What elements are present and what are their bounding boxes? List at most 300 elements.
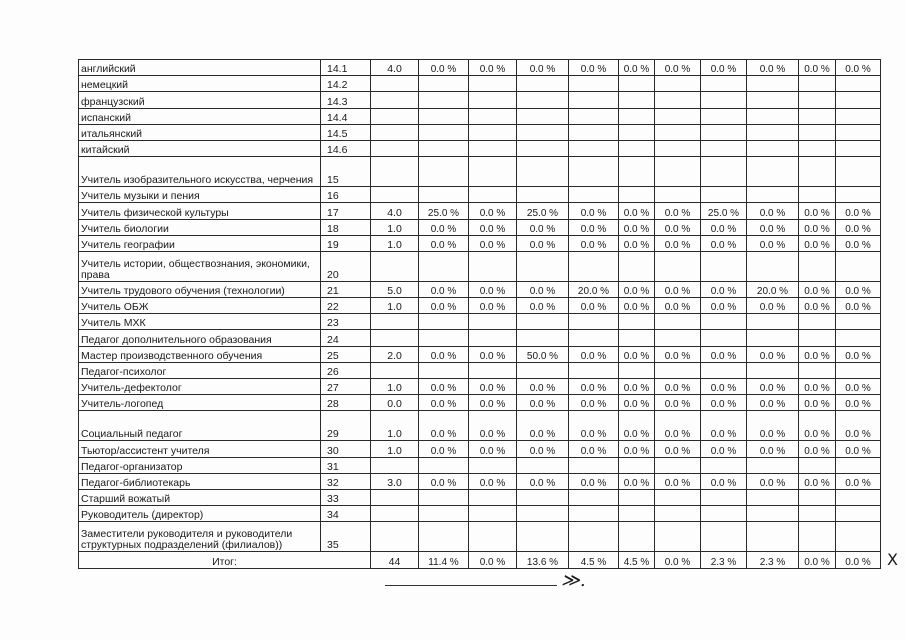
- table-row: [79, 411, 881, 441]
- row-percent-cell: 0.0 %: [836, 346, 881, 362]
- row-percent-cell: [419, 330, 469, 346]
- total-percent-cell: 0.0 %: [836, 552, 881, 569]
- row-position-name: Педагог дополнительного образования: [79, 330, 321, 346]
- row-percent-cell: 0.0 %: [655, 203, 701, 219]
- row-code: 14.5: [321, 124, 371, 140]
- row-percent-cell: 0.0 %: [655, 235, 701, 251]
- table-row: [79, 298, 881, 314]
- row-count: [371, 362, 419, 378]
- table-row: [79, 60, 881, 76]
- row-position-name: китайский: [79, 140, 321, 156]
- row-percent-cell: [836, 187, 881, 203]
- row-count: [371, 187, 419, 203]
- row-percent-cell: [619, 140, 655, 156]
- total-percent-cell: 0.0 %: [655, 552, 701, 569]
- table-row: [79, 76, 881, 92]
- row-percent-cell: [517, 522, 569, 552]
- row-percent-cell: 0.0 %: [469, 203, 517, 219]
- row-percent-cell: [701, 330, 747, 346]
- staffing-table: [78, 59, 881, 569]
- table-row: [79, 124, 881, 140]
- row-percent-cell: [569, 251, 619, 281]
- row-code: 34: [321, 506, 371, 522]
- row-percent-cell: 0.0 %: [701, 441, 747, 457]
- row-position-name: Заместители руководителя и руководители структурных подразделений (филиалов)): [79, 522, 321, 552]
- row-percent-cell: 0.0 %: [701, 473, 747, 489]
- total-percent-cell: 0.0 %: [469, 552, 517, 569]
- row-percent-cell: 0.0 %: [419, 281, 469, 297]
- row-count: 1.0: [371, 411, 419, 441]
- row-percent-cell: [569, 92, 619, 108]
- row-percent-cell: [419, 92, 469, 108]
- row-percent-cell: [836, 457, 881, 473]
- row-count: 1.0: [371, 235, 419, 251]
- row-percent-cell: [799, 489, 836, 505]
- table-row: [79, 140, 881, 156]
- row-percent-cell: [619, 251, 655, 281]
- table-row: [79, 187, 881, 203]
- row-percent-cell: [655, 157, 701, 187]
- row-percent-cell: [419, 140, 469, 156]
- row-count: [371, 251, 419, 281]
- row-percent-cell: [747, 251, 799, 281]
- row-percent-cell: [517, 108, 569, 124]
- row-percent-cell: [799, 314, 836, 330]
- row-percent-cell: [747, 457, 799, 473]
- row-percent-cell: 0.0 %: [655, 395, 701, 411]
- row-percent-cell: [619, 108, 655, 124]
- table-row: [79, 314, 881, 330]
- row-percent-cell: [517, 76, 569, 92]
- row-percent-cell: [799, 140, 836, 156]
- row-percent-cell: 0.0 %: [419, 60, 469, 76]
- row-count: [371, 92, 419, 108]
- row-percent-cell: [836, 76, 881, 92]
- table-row: [79, 506, 881, 522]
- row-percent-cell: 0.0 %: [469, 281, 517, 297]
- row-percent-cell: 25.0 %: [517, 203, 569, 219]
- row-code: 24: [321, 330, 371, 346]
- row-percent-cell: [569, 522, 619, 552]
- row-percent-cell: 0.0 %: [619, 395, 655, 411]
- row-percent-cell: [569, 140, 619, 156]
- row-count: [371, 140, 419, 156]
- row-count: [371, 330, 419, 346]
- table-row: [79, 346, 881, 362]
- row-percent-cell: 0.0 %: [836, 441, 881, 457]
- row-code: 26: [321, 362, 371, 378]
- row-percent-cell: [517, 489, 569, 505]
- row-percent-cell: [619, 124, 655, 140]
- row-percent-cell: 0.0 %: [569, 411, 619, 441]
- row-percent-cell: [619, 489, 655, 505]
- row-code: 19: [321, 235, 371, 251]
- row-code: 29: [321, 411, 371, 441]
- row-percent-cell: 0.0 %: [701, 379, 747, 395]
- row-percent-cell: [747, 187, 799, 203]
- row-code: 25: [321, 346, 371, 362]
- row-percent-cell: [655, 251, 701, 281]
- row-percent-cell: 0.0 %: [619, 219, 655, 235]
- total-percent-cell: 4.5 %: [619, 552, 655, 569]
- row-code: 22: [321, 298, 371, 314]
- row-percent-cell: [836, 489, 881, 505]
- row-percent-cell: [747, 124, 799, 140]
- row-position-name: Учитель биологии: [79, 219, 321, 235]
- row-percent-cell: 0.0 %: [799, 235, 836, 251]
- row-percent-cell: [655, 489, 701, 505]
- table-row: [79, 457, 881, 473]
- row-percent-cell: 0.0 %: [836, 395, 881, 411]
- row-percent-cell: 0.0 %: [747, 60, 799, 76]
- row-code: 18: [321, 219, 371, 235]
- row-percent-cell: [469, 314, 517, 330]
- row-percent-cell: [419, 251, 469, 281]
- row-percent-cell: [419, 124, 469, 140]
- row-count: [371, 108, 419, 124]
- row-percent-cell: 0.0 %: [419, 379, 469, 395]
- row-percent-cell: 0.0 %: [569, 235, 619, 251]
- row-percent-cell: 0.0 %: [655, 298, 701, 314]
- row-percent-cell: 0.0 %: [747, 235, 799, 251]
- row-percent-cell: 0.0 %: [419, 219, 469, 235]
- row-percent-cell: [655, 330, 701, 346]
- row-percent-cell: [517, 330, 569, 346]
- row-percent-cell: 0.0 %: [469, 235, 517, 251]
- total-row: [79, 552, 881, 569]
- row-percent-cell: 0.0 %: [619, 298, 655, 314]
- row-percent-cell: 0.0 %: [799, 281, 836, 297]
- row-percent-cell: 25.0 %: [701, 203, 747, 219]
- row-percent-cell: [655, 108, 701, 124]
- row-percent-cell: 0.0 %: [517, 235, 569, 251]
- row-percent-cell: 0.0 %: [469, 441, 517, 457]
- row-percent-cell: [799, 522, 836, 552]
- row-percent-cell: [619, 157, 655, 187]
- row-count: 1.0: [371, 379, 419, 395]
- row-percent-cell: 0.0 %: [569, 395, 619, 411]
- row-percent-cell: 0.0 %: [747, 473, 799, 489]
- row-percent-cell: [469, 124, 517, 140]
- row-percent-cell: [655, 506, 701, 522]
- row-percent-cell: 0.0 %: [517, 473, 569, 489]
- row-percent-cell: 0.0 %: [619, 411, 655, 441]
- row-percent-cell: 0.0 %: [655, 219, 701, 235]
- row-percent-cell: 0.0 %: [517, 219, 569, 235]
- row-count: [371, 489, 419, 505]
- row-percent-cell: [469, 140, 517, 156]
- row-percent-cell: [655, 187, 701, 203]
- row-position-name: Педагог-библиотекарь: [79, 473, 321, 489]
- row-percent-cell: 0.0 %: [836, 411, 881, 441]
- row-percent-cell: 0.0 %: [517, 379, 569, 395]
- row-percent-cell: 0.0 %: [419, 473, 469, 489]
- row-percent-cell: 0.0 %: [517, 395, 569, 411]
- row-percent-cell: 0.0 %: [469, 473, 517, 489]
- row-percent-cell: 0.0 %: [799, 473, 836, 489]
- row-percent-cell: 0.0 %: [469, 395, 517, 411]
- row-percent-cell: 0.0 %: [747, 203, 799, 219]
- row-percent-cell: [836, 140, 881, 156]
- row-code: 14.4: [321, 108, 371, 124]
- row-percent-cell: 0.0 %: [469, 298, 517, 314]
- row-percent-cell: 0.0 %: [569, 203, 619, 219]
- row-percent-cell: [517, 92, 569, 108]
- row-percent-cell: [655, 457, 701, 473]
- row-percent-cell: [469, 76, 517, 92]
- row-percent-cell: [655, 124, 701, 140]
- row-percent-cell: 0.0 %: [619, 441, 655, 457]
- row-percent-cell: [701, 157, 747, 187]
- row-percent-cell: [469, 92, 517, 108]
- row-percent-cell: [747, 330, 799, 346]
- row-count: [371, 314, 419, 330]
- row-percent-cell: [569, 76, 619, 92]
- row-percent-cell: 0.0 %: [701, 298, 747, 314]
- row-code: 16: [321, 187, 371, 203]
- row-code: 14.6: [321, 140, 371, 156]
- row-percent-cell: [799, 362, 836, 378]
- row-percent-cell: 0.0 %: [747, 219, 799, 235]
- row-percent-cell: 0.0 %: [569, 60, 619, 76]
- row-percent-cell: [419, 76, 469, 92]
- total-count: 44: [371, 552, 419, 569]
- row-percent-cell: 0.0 %: [569, 346, 619, 362]
- row-code: 27: [321, 379, 371, 395]
- row-percent-cell: 0.0 %: [569, 441, 619, 457]
- row-percent-cell: [701, 489, 747, 505]
- row-percent-cell: [836, 108, 881, 124]
- row-percent-cell: 0.0 %: [747, 379, 799, 395]
- row-percent-cell: [619, 76, 655, 92]
- row-position-name: Учитель МХК: [79, 314, 321, 330]
- row-percent-cell: 0.0 %: [419, 235, 469, 251]
- row-position-name: Тьютор/ассистент учителя: [79, 441, 321, 457]
- table-row: [79, 441, 881, 457]
- row-position-name: английский: [79, 60, 321, 76]
- row-percent-cell: [799, 457, 836, 473]
- row-percent-cell: 0.0 %: [619, 473, 655, 489]
- row-percent-cell: [836, 330, 881, 346]
- row-percent-cell: 0.0 %: [469, 219, 517, 235]
- row-percent-cell: [701, 522, 747, 552]
- row-percent-cell: [517, 251, 569, 281]
- row-percent-cell: 0.0 %: [836, 235, 881, 251]
- table-row: [79, 203, 881, 219]
- row-percent-cell: 0.0 %: [836, 281, 881, 297]
- row-count: 4.0: [371, 60, 419, 76]
- row-code: 23: [321, 314, 371, 330]
- row-percent-cell: [517, 187, 569, 203]
- row-position-name: Учитель изобразительного искусства, черчения: [79, 157, 321, 187]
- table-row: [79, 362, 881, 378]
- row-percent-cell: 0.0 %: [469, 379, 517, 395]
- row-percent-cell: 0.0 %: [747, 411, 799, 441]
- row-position-name: Учитель трудового обучения (технологии): [79, 281, 321, 297]
- row-percent-cell: [569, 157, 619, 187]
- table-row: [79, 522, 881, 552]
- row-percent-cell: 0.0 %: [799, 411, 836, 441]
- row-percent-cell: 0.0 %: [569, 298, 619, 314]
- row-percent-cell: 0.0 %: [655, 346, 701, 362]
- row-percent-cell: [799, 108, 836, 124]
- row-percent-cell: [419, 157, 469, 187]
- row-percent-cell: [569, 489, 619, 505]
- corner-mark: X: [887, 550, 898, 569]
- row-percent-cell: [619, 187, 655, 203]
- row-count: [371, 506, 419, 522]
- row-percent-cell: [799, 187, 836, 203]
- table-row: [79, 219, 881, 235]
- row-percent-cell: 0.0 %: [517, 411, 569, 441]
- total-percent-cell: 2.3 %: [747, 552, 799, 569]
- row-percent-cell: [419, 314, 469, 330]
- row-code: 15: [321, 157, 371, 187]
- row-count: [371, 457, 419, 473]
- table-row: [79, 157, 881, 187]
- row-percent-cell: [619, 362, 655, 378]
- row-position-name: немецкий: [79, 76, 321, 92]
- row-percent-cell: [469, 506, 517, 522]
- row-percent-cell: [569, 187, 619, 203]
- row-percent-cell: [701, 506, 747, 522]
- row-percent-cell: 0.0 %: [517, 60, 569, 76]
- row-percent-cell: 0.0 %: [569, 379, 619, 395]
- row-percent-cell: 25.0 %: [419, 203, 469, 219]
- row-percent-cell: 0.0 %: [799, 379, 836, 395]
- row-count: 2.0: [371, 346, 419, 362]
- row-code: 17: [321, 203, 371, 219]
- row-percent-cell: [701, 251, 747, 281]
- row-percent-cell: 0.0 %: [619, 379, 655, 395]
- row-position-name: французский: [79, 92, 321, 108]
- row-percent-cell: [569, 330, 619, 346]
- row-percent-cell: 0.0 %: [799, 60, 836, 76]
- row-percent-cell: 0.0 %: [655, 473, 701, 489]
- row-code: 30: [321, 441, 371, 457]
- row-percent-cell: [701, 362, 747, 378]
- row-position-name: Учитель географии: [79, 235, 321, 251]
- row-percent-cell: [469, 251, 517, 281]
- row-percent-cell: [701, 314, 747, 330]
- row-percent-cell: 0.0 %: [836, 60, 881, 76]
- table-row: [79, 473, 881, 489]
- table-row: [79, 330, 881, 346]
- row-percent-cell: [701, 187, 747, 203]
- row-percent-cell: [569, 506, 619, 522]
- row-percent-cell: [619, 522, 655, 552]
- row-count: [371, 124, 419, 140]
- row-code: 32: [321, 473, 371, 489]
- row-position-name: Педагог-психолог: [79, 362, 321, 378]
- row-code: 21: [321, 281, 371, 297]
- row-percent-cell: 0.0 %: [836, 298, 881, 314]
- row-percent-cell: [619, 457, 655, 473]
- row-percent-cell: 0.0 %: [701, 281, 747, 297]
- row-percent-cell: 0.0 %: [701, 411, 747, 441]
- row-percent-cell: [419, 187, 469, 203]
- row-percent-cell: 0.0 %: [836, 203, 881, 219]
- row-percent-cell: [469, 489, 517, 505]
- row-percent-cell: [619, 330, 655, 346]
- row-percent-cell: [655, 76, 701, 92]
- row-percent-cell: [799, 330, 836, 346]
- row-percent-cell: [799, 92, 836, 108]
- table-row: [79, 251, 881, 281]
- row-percent-cell: 0.0 %: [655, 441, 701, 457]
- row-percent-cell: [619, 92, 655, 108]
- row-percent-cell: 50.0 %: [517, 346, 569, 362]
- row-percent-cell: 0.0 %: [469, 60, 517, 76]
- row-percent-cell: [517, 140, 569, 156]
- row-percent-cell: 0.0 %: [701, 235, 747, 251]
- row-percent-cell: [655, 522, 701, 552]
- row-percent-cell: 0.0 %: [701, 60, 747, 76]
- table-row: [79, 379, 881, 395]
- row-percent-cell: 0.0 %: [747, 395, 799, 411]
- row-percent-cell: [747, 92, 799, 108]
- row-percent-cell: [747, 489, 799, 505]
- row-percent-cell: [569, 124, 619, 140]
- row-count: [371, 157, 419, 187]
- row-position-name: Учитель ОБЖ: [79, 298, 321, 314]
- row-percent-cell: [517, 362, 569, 378]
- row-percent-cell: [747, 522, 799, 552]
- table-row: [79, 489, 881, 505]
- row-percent-cell: 0.0 %: [569, 219, 619, 235]
- row-percent-cell: [747, 108, 799, 124]
- row-percent-cell: 20.0 %: [747, 281, 799, 297]
- row-percent-cell: 0.0 %: [836, 219, 881, 235]
- total-percent-cell: 13.6 %: [517, 552, 569, 569]
- row-percent-cell: 0.0 %: [655, 411, 701, 441]
- row-percent-cell: [517, 124, 569, 140]
- row-percent-cell: [569, 457, 619, 473]
- row-percent-cell: 0.0 %: [419, 411, 469, 441]
- row-percent-cell: [836, 92, 881, 108]
- row-percent-cell: 0.0 %: [799, 441, 836, 457]
- row-percent-cell: [569, 314, 619, 330]
- row-percent-cell: 0.0 %: [469, 346, 517, 362]
- row-percent-cell: [799, 76, 836, 92]
- total-label: Итог:: [79, 552, 371, 569]
- row-percent-cell: [701, 457, 747, 473]
- row-percent-cell: 0.0 %: [619, 346, 655, 362]
- row-position-name: Учитель-дефектолог: [79, 379, 321, 395]
- row-count: 4.0: [371, 203, 419, 219]
- row-percent-cell: [419, 506, 469, 522]
- row-percent-cell: 0.0 %: [836, 473, 881, 489]
- row-count: [371, 522, 419, 552]
- row-percent-cell: [836, 522, 881, 552]
- row-percent-cell: 0.0 %: [836, 379, 881, 395]
- row-percent-cell: [619, 314, 655, 330]
- row-code: 31: [321, 457, 371, 473]
- row-position-name: Учитель физической культуры: [79, 203, 321, 219]
- row-percent-cell: 0.0 %: [799, 395, 836, 411]
- row-position-name: Мастер производственного обучения: [79, 346, 321, 362]
- row-percent-cell: [747, 157, 799, 187]
- total-percent-cell: 11.4 %: [419, 552, 469, 569]
- row-percent-cell: [419, 522, 469, 552]
- row-percent-cell: 0.0 %: [747, 346, 799, 362]
- row-percent-cell: 0.0 %: [517, 281, 569, 297]
- row-percent-cell: [836, 124, 881, 140]
- table-row: [79, 108, 881, 124]
- row-percent-cell: [469, 522, 517, 552]
- row-percent-cell: [419, 489, 469, 505]
- row-percent-cell: [836, 314, 881, 330]
